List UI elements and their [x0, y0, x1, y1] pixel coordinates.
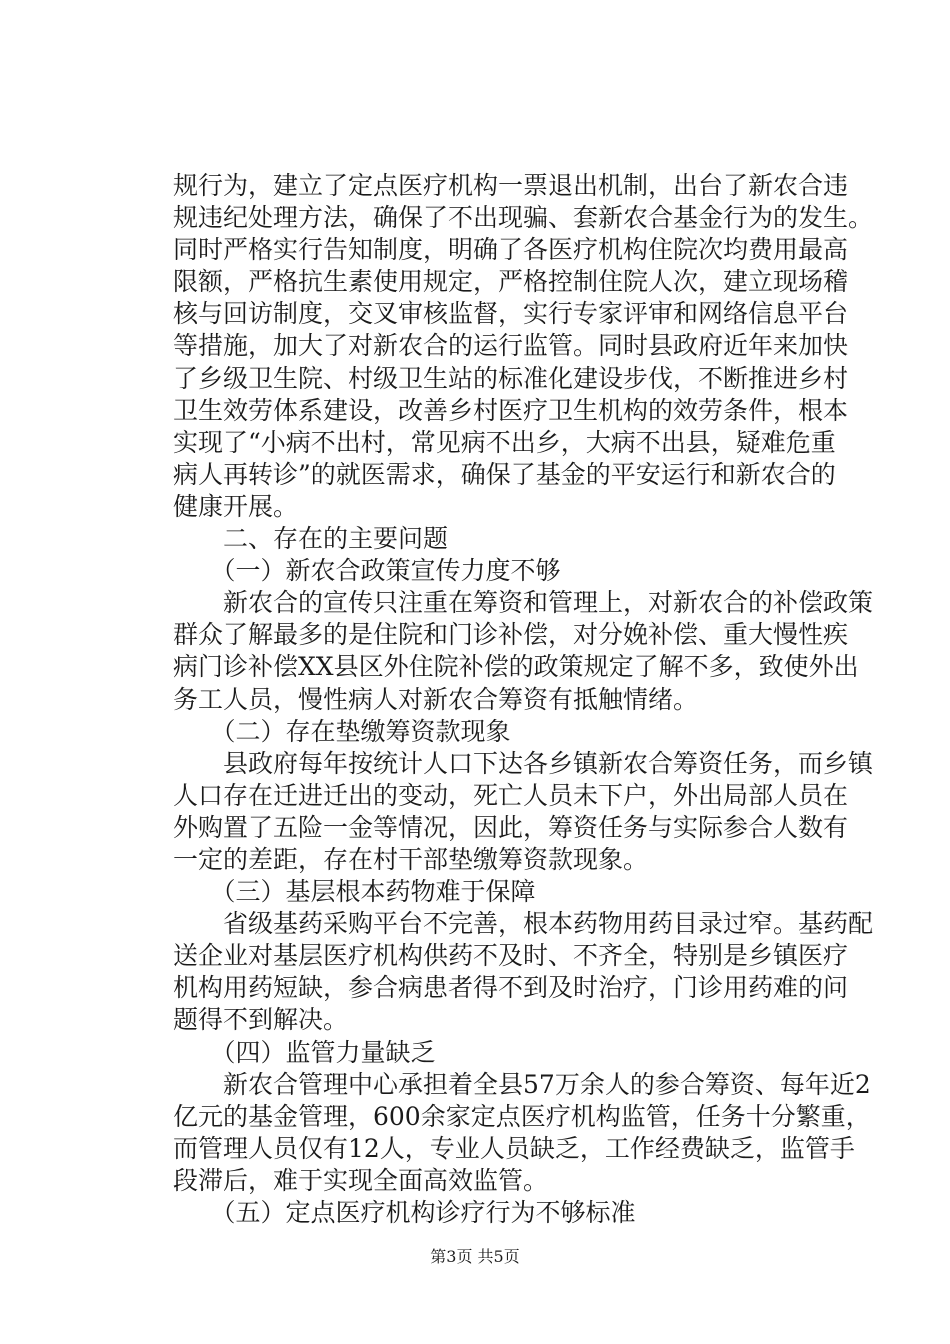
- text-line: 务工人员，慢性病人对新农合筹资有抵触情绪。: [173, 684, 699, 714]
- text-line: 了乡级卫生院、村级卫生站的标准化建设步伐，不断推进乡村: [173, 363, 849, 393]
- subsection-heading: （一）新农合政策宣传力度不够: [173, 556, 561, 586]
- text-line: 同时严格实行告知制度，明确了各医疗机构住院次均费用最高: [173, 235, 849, 265]
- text-line: 县政府每年按统计人口下达各乡镇新农合筹资任务，而乡镇: [173, 748, 874, 778]
- text-line: 实现了“小病不出村，常见病不出乡，大病不出县，疑难危重: [173, 427, 836, 457]
- text-line: 外购置了五险一金等情况，因此，筹资任务与实际参合人数有: [173, 812, 849, 842]
- text-line: 病门诊补偿XX县区外住院补偿的政策规定了解不多，致使外出: [173, 652, 859, 682]
- text-line: 送企业对基层医疗机构供药不及时、不齐全，特别是乡镇医疗: [173, 941, 849, 971]
- text-line: 省级基药采购平台不完善，根本药物用药目录过窄。基药配: [173, 909, 874, 939]
- subsection-heading: （五）定点医疗机构诊疗行为不够标准: [173, 1198, 636, 1227]
- text-line: 机构用药短缺，参合病患者得不到及时治疗，门诊用药难的问: [173, 973, 849, 1003]
- page-number: 第3页 共5页: [430, 1247, 520, 1266]
- text-line: 健康开展。: [173, 491, 299, 521]
- subsection-heading: （二）存在垫缴筹资款现象: [173, 716, 511, 746]
- text-line: 卫生效劳体系建设，改善乡村医疗卫生机构的效劳条件，根本: [173, 395, 849, 425]
- text-line: 规行为，建立了定点医疗机构一票退出机制，出台了新农合违: [173, 171, 849, 200]
- text-line: 一定的差距，存在村干部垫缴筹资款现象。: [173, 844, 649, 874]
- text-line: 规违纪处理方法，确保了不出现骗、套新农合基金行为的发生。: [173, 203, 874, 233]
- text-line: 而管理人员仅有12人，专业人员缺乏，工作经费缺乏，监管手: [173, 1133, 855, 1163]
- document-body: [173, 170, 874, 1229]
- text-line: 亿元的基金管理，600余家定点医疗机构监管，任务十分繁重，: [173, 1101, 871, 1131]
- text-line: 段滞后，难于实现全面高效监管。: [173, 1165, 549, 1195]
- page-footer: [0, 1244, 950, 1267]
- subsection-heading: （四）监管力量缺乏: [173, 1037, 436, 1067]
- text-line: 群众了解最多的是住院和门诊补偿，对分娩补偿、重大慢性疾: [173, 620, 849, 650]
- text-line: 新农合管理中心承担着全县57万余人的参合筹资、每年近2: [173, 1069, 871, 1099]
- text-line: 题得不到解决。: [173, 1005, 349, 1035]
- section-heading: 二、存在的主要问题: [173, 524, 449, 554]
- text-line: 限额，严格抗生素使用规定，严格控制住院人次，建立现场稽: [173, 267, 849, 297]
- text-line: 人口存在迁进迁出的变动，死亡人员未下户，外出局部人员在: [173, 780, 849, 810]
- text-line: 等措施，加大了对新农合的运行监管。同时县政府近年来加快: [173, 331, 849, 361]
- text-line: 核与回访制度，交叉审核监督，实行专家评审和网络信息平台: [173, 299, 849, 329]
- subsection-heading: （三）基层根本药物难于保障: [173, 877, 536, 907]
- text-line: 病人再转诊”的就医需求，确保了基金的平安运行和新农合的: [173, 459, 836, 489]
- text-line: 新农合的宣传只注重在筹资和管理上，对新农合的补偿政策: [173, 588, 874, 618]
